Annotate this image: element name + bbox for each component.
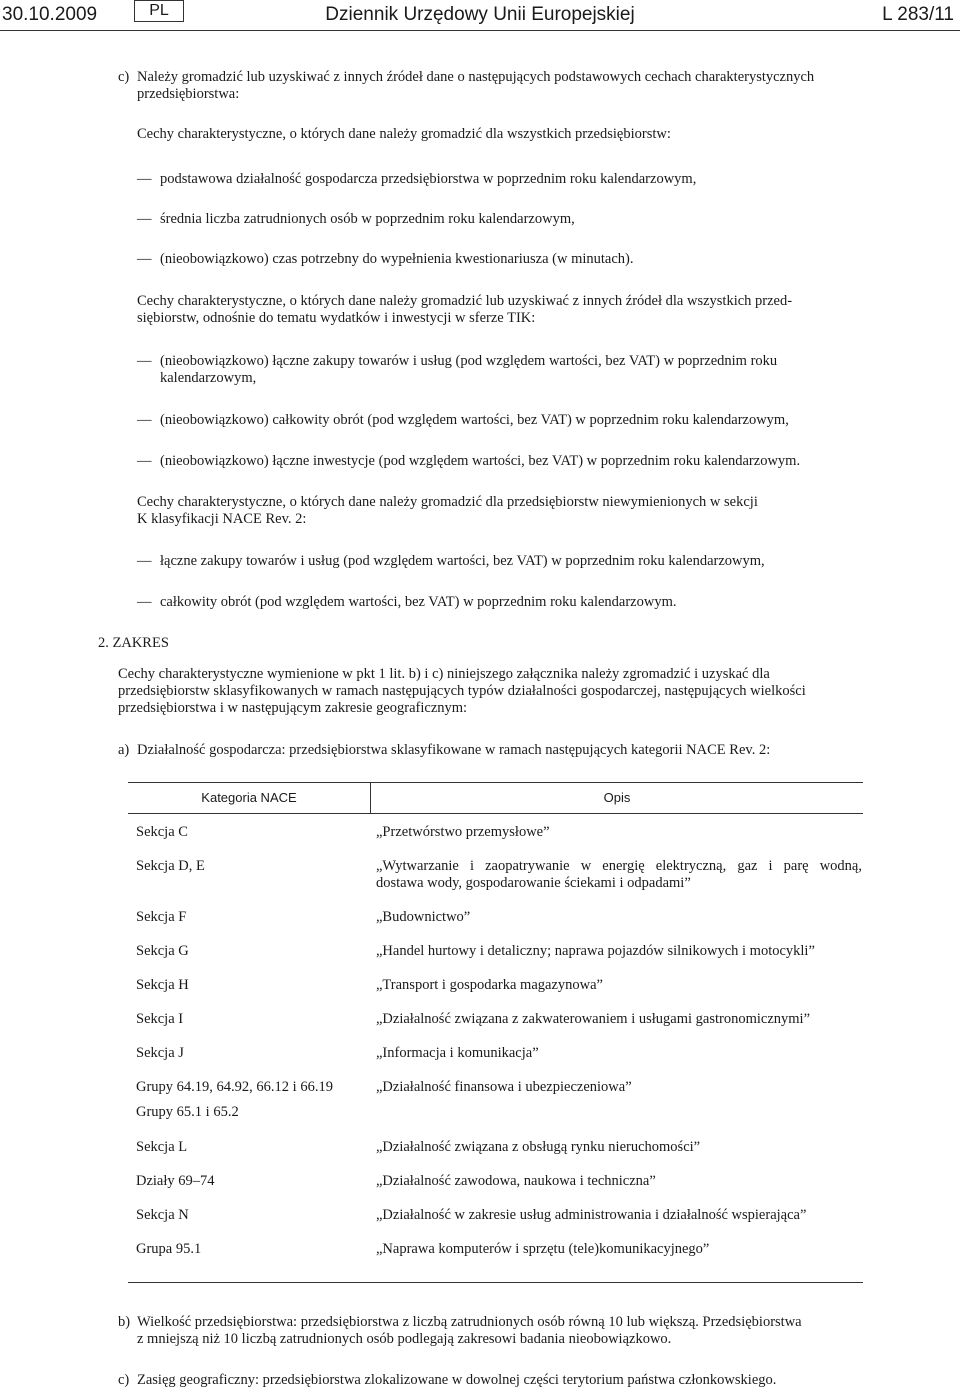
dash: — bbox=[137, 211, 152, 227]
intro-line-1: Należy gromadzić lub uzyskiwać z innych źródeł dane o następujących podstawowych cechach charakterystycznych bbox=[137, 69, 815, 85]
size-line-1: Wielkość przedsiębiorstwa: przedsiębiorstwa z liczbą zatrudnionych osób równą 10 lub większą. Przedsiębiorstwa bbox=[137, 1314, 802, 1330]
language-badge: PL bbox=[134, 0, 184, 22]
table-cell-description: „Informacja i komunikacja” bbox=[376, 1045, 539, 1061]
page-header bbox=[0, 0, 960, 32]
item-marker-c: c) bbox=[118, 69, 130, 85]
list-item: (nieobowiązkowo) całkowity obrót (pod względem wartości, bez VAT) w poprzednim roku kalendarzowym, bbox=[160, 412, 789, 428]
table-bottom-rule bbox=[128, 1282, 863, 1283]
size-line-2: z mniejszą niż 10 liczbą zatrudnionych osób podlegają zakresowi badania nieobowiązkowo. bbox=[137, 1331, 672, 1347]
publication-date: 30.10.2009 bbox=[2, 4, 98, 25]
table-cell-category: Sekcja F bbox=[136, 909, 187, 925]
table-cell-category: Działy 69–74 bbox=[136, 1173, 215, 1189]
section-heading: 2. ZAKRES bbox=[98, 635, 169, 651]
table-cell-category: Sekcja J bbox=[136, 1045, 184, 1061]
table-cell-description: „Działalność finansowa i ubezpieczeniowa” bbox=[376, 1079, 632, 1095]
group2-title-line-2: siębiorstw, odnośnie do tematu wydatków i inwestycji w sferze TIK: bbox=[137, 310, 536, 326]
table-cell-category: Sekcja H bbox=[136, 977, 189, 993]
dash: — bbox=[137, 353, 152, 369]
group2-title-line-1: Cechy charakterystyczne, o których dane należy gromadzić lub uzyskiwać z innych źródeł dla wszystkich przed- bbox=[137, 293, 793, 309]
dash: — bbox=[137, 412, 152, 428]
group1-title: Cechy charakterystyczne, o których dane należy gromadzić dla wszystkich przedsiębiorstw: bbox=[137, 126, 671, 142]
table-cell-description: „Działalność w zakresie usług administrowania i działalność wspierająca” bbox=[376, 1207, 807, 1223]
table-cell-category: Sekcja I bbox=[136, 1011, 184, 1027]
table-cell-description: „Naprawa komputerów i sprzętu (tele)komunikacyjnego” bbox=[376, 1241, 710, 1257]
table-cell-description: „Działalność związana z zakwaterowaniem i usługami gastronomicznymi” bbox=[376, 1011, 811, 1027]
list-item: łączne zakupy towarów i usług (pod względem wartości, bez VAT) w poprzednim roku kalendarzowym, bbox=[160, 553, 765, 569]
table-cell-category: Sekcja C bbox=[136, 824, 188, 840]
table-cell-description: „Działalność związana z obsługą rynku nieruchomości” bbox=[376, 1139, 701, 1155]
geographic-scope: Zasięg geograficzny: przedsiębiorstwa zlokalizowane w dowolnej części terytorium państwa członkowskiego. bbox=[137, 1372, 777, 1388]
dash: — bbox=[137, 171, 152, 187]
item-marker-c2: c) bbox=[118, 1372, 130, 1388]
table-cell-category: Grupa 95.1 bbox=[136, 1241, 202, 1257]
dash: — bbox=[137, 594, 152, 610]
list-item: (nieobowiązkowo) łączne zakupy towarów i usług (pod względem wartości, bez VAT) w poprzednim roku bbox=[160, 353, 778, 369]
dash: — bbox=[137, 251, 152, 267]
table-cell-description: „Handel hurtowy i detaliczny; naprawa pojazdów silnikowych i motocykli” bbox=[376, 943, 815, 959]
table-top-rule bbox=[128, 782, 863, 783]
journal-title: Dziennik Urzędowy Unii Europejskiej bbox=[325, 4, 635, 25]
item-marker-a: a) bbox=[118, 742, 130, 758]
table-cell-description: „Wytwarzanie i zaopatrywanie w energię elektryczną, gaz i parę wodną, bbox=[376, 858, 862, 874]
list-item: średnia liczba zatrudnionych osób w poprzednim roku kalendarzowym, bbox=[160, 211, 575, 227]
list-item: podstawowa działalność gospodarcza przedsiębiorstwa w poprzednim roku kalendarzowym, bbox=[160, 171, 697, 187]
list-item-continuation: kalendarzowym, bbox=[160, 370, 257, 386]
page-number: L 283/11 bbox=[882, 4, 954, 25]
table-cell-description: „Przetwórstwo przemysłowe” bbox=[376, 824, 550, 840]
table-header-rule bbox=[128, 813, 863, 814]
scope-para-line-1: Cechy charakterystyczne wymienione w pkt 1 lit. b) i c) niniejszego załącznika należy zgromadzić i uzyskać dla bbox=[118, 666, 770, 682]
list-item: (nieobowiązkowo) łączne inwestycje (pod względem wartości, bez VAT) w poprzednim roku kalendarzowym. bbox=[160, 453, 801, 469]
table-cell-category: Sekcja L bbox=[136, 1139, 188, 1155]
group3-title-line-2: K klasyfikacji NACE Rev. 2: bbox=[137, 511, 307, 527]
scope-para-line-3: przedsiębiorstwa i w następującym zakresie geograficznym: bbox=[118, 700, 468, 716]
dash: — bbox=[137, 553, 152, 569]
table-cell-category-continuation: Grupy 65.1 i 65.2 bbox=[136, 1104, 239, 1120]
list-item: (nieobowiązkowo) czas potrzebny do wypełnienia kwestionariusza (w minutach). bbox=[160, 251, 634, 267]
item-marker-b: b) bbox=[118, 1314, 131, 1330]
table-cell-description: „Działalność zawodowa, naukowa i techniczna” bbox=[376, 1173, 656, 1189]
table-cell-category: Sekcja D, E bbox=[136, 858, 205, 874]
dash: — bbox=[137, 453, 152, 469]
intro-line-2: przedsiębiorstwa: bbox=[137, 86, 240, 102]
table-cell-category: Sekcja G bbox=[136, 943, 189, 959]
table-cell-category: Sekcja N bbox=[136, 1207, 189, 1223]
list-item: całkowity obrót (pod względem wartości, bez VAT) w poprzednim roku kalendarzowym. bbox=[160, 594, 677, 610]
table-header-description: Opis bbox=[603, 790, 631, 805]
header-rule bbox=[0, 30, 960, 31]
table-cell-description: „Transport i gospodarka magazynowa” bbox=[376, 977, 603, 993]
group3-title-line-1: Cechy charakterystyczne, o których dane należy gromadzić dla przedsiębiorstw niewymienionych w sekcji bbox=[137, 494, 758, 510]
table-header-category: Kategoria NACE bbox=[201, 790, 297, 805]
scope-para-line-2: przedsiębiorstw sklasyfikowanych w ramach następujących typów działalności gospodarczej, następujących wielkości bbox=[118, 683, 806, 699]
activity-intro: Działalność gospodarcza: przedsiębiorstwa sklasyfikowane w ramach następujących kategorii NACE Rev. 2: bbox=[137, 742, 771, 758]
table-cell-description-continuation: dostawa wody, gospodarowanie ściekami i odpadami” bbox=[376, 875, 691, 891]
table-cell-description: „Budownictwo” bbox=[376, 909, 471, 925]
table-cell-category: Grupy 64.19, 64.92, 66.12 i 66.19 bbox=[136, 1079, 333, 1095]
